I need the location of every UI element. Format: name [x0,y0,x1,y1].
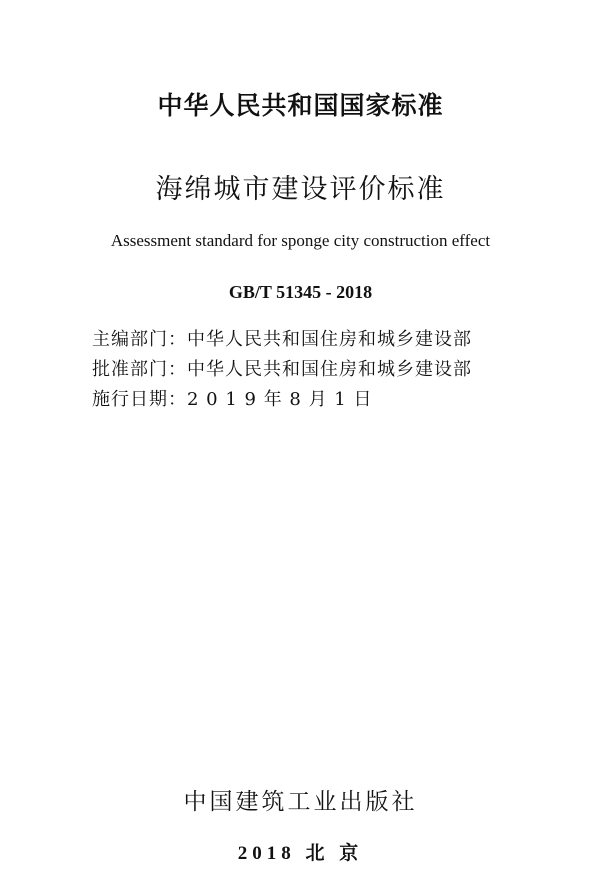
publisher-name: 中国建筑工业出版社 [183,789,418,815]
standard-code: GB/T 51345 - 2018 [228,282,373,302]
title-chinese: 海绵城市建设评价标准 [155,174,446,205]
approver-row [92,357,472,383]
effective-date-label: 施行日期： [92,389,187,410]
title-english: Assessment standard for sponge city construction effect [110,231,491,250]
effective-date-row [92,387,373,413]
publication-year-place: 2018 北 京 [237,843,364,864]
effective-date-value: 2 0 1 9 年 8 月 1 日 [187,389,373,410]
chief-editor-value: 中华人民共和国住房和城乡建设部 [187,329,472,350]
chief-editor-row [92,327,472,353]
approver-value: 中华人民共和国住房和城乡建设部 [187,359,472,380]
approver-label: 批准部门： [92,359,187,380]
chief-editor-label: 主编部门： [92,329,187,350]
series-title: 中华人民共和国国家标准 [157,91,444,120]
